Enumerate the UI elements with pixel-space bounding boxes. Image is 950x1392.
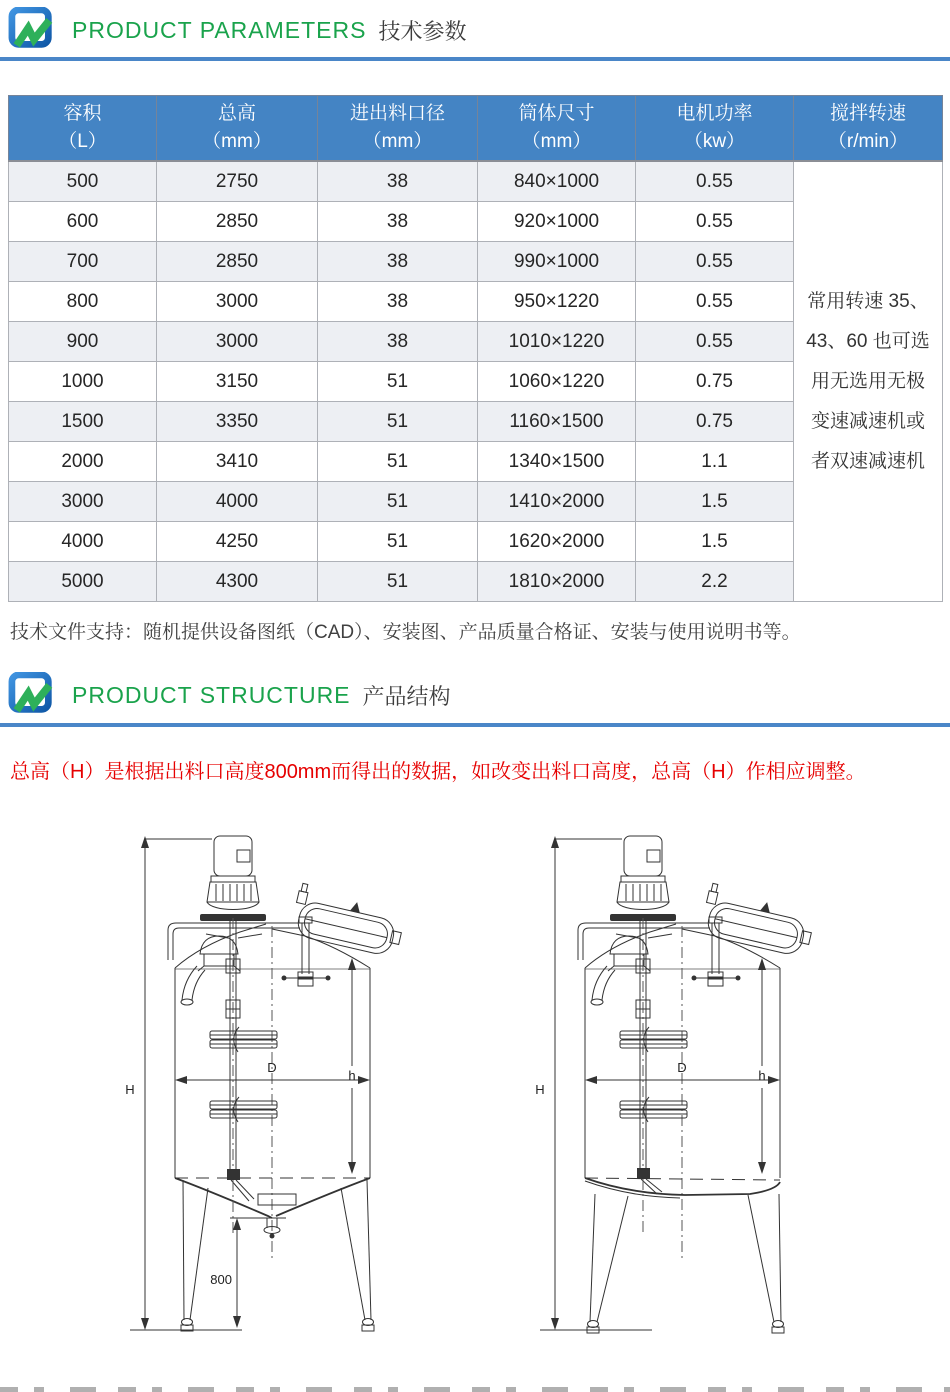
table-cell: 1010×1220 — [478, 322, 636, 362]
parameters-table — [8, 95, 943, 602]
table-cell: 38 — [318, 161, 478, 202]
table-cell: 600 — [9, 202, 157, 242]
table-cell: 0.55 — [636, 322, 794, 362]
table-cell: 3000 — [157, 282, 318, 322]
outlet-height-dimension — [230, 1218, 286, 1328]
table-cell: 1620×2000 — [478, 522, 636, 562]
brand-logo-icon — [8, 672, 58, 718]
table-cell: 3000 — [9, 482, 157, 522]
table-cell: 0.55 — [636, 202, 794, 242]
table-cell: 1.1 — [636, 442, 794, 482]
section-title-zh: 技术参数 — [378, 18, 467, 44]
table-cell: 4250 — [157, 522, 318, 562]
structure-section-header — [8, 672, 451, 718]
dim-label-800: 800 — [210, 1272, 232, 1287]
support-legs — [181, 1180, 374, 1331]
table-cell: 990×1000 — [478, 242, 636, 282]
table-cell: 1810×2000 — [478, 562, 636, 602]
table-header-row — [9, 96, 943, 162]
table-cell: 950×1220 — [478, 282, 636, 322]
table-cell: 1.5 — [636, 522, 794, 562]
table-cell: 51 — [318, 362, 478, 402]
table-cell: 38 — [318, 282, 478, 322]
table-cell: 2850 — [157, 202, 318, 242]
table-cell: 700 — [9, 242, 157, 282]
table-cell: 3150 — [157, 362, 318, 402]
table-cell: 3000 — [157, 322, 318, 362]
height-adjust-note: 总高（H）是根据出料口高度800mm而得出的数据，如改变出料口高度，总高（H）作相应调整。 — [10, 761, 866, 783]
section-divider-rule — [0, 723, 950, 727]
col-header-motor-power: 电机功率 （kw） — [636, 96, 794, 162]
table-cell: 800 — [9, 282, 157, 322]
table-cell: 4300 — [157, 562, 318, 602]
col-header-capacity: 容积 （L） — [9, 96, 157, 162]
tech-support-note: 技术文件支持：随机提供设备图纸（CAD）、安装图、产品质量合格证、安装与使用说明书等。 — [10, 622, 801, 643]
support-legs — [587, 1194, 784, 1333]
mixing-speed-note-cell: 常用转速 35、43、60 也可选用无选用无极变速减速机或者双速减速机 — [794, 161, 943, 602]
brand-logo-icon — [8, 7, 58, 53]
section-title-en: PRODUCT STRUCTURE — [72, 681, 351, 708]
table-cell: 0.55 — [636, 161, 794, 202]
section-title-en: PRODUCT PARAMETERS — [72, 16, 367, 43]
table-cell: 900 — [9, 322, 157, 362]
table-cell: 38 — [318, 322, 478, 362]
col-header-mixing-speed: 搅拌转速 （r/min） — [794, 96, 943, 162]
dim-label-H: H — [535, 1082, 545, 1097]
table-cell: 51 — [318, 522, 478, 562]
col-header-total-height: 总高 （mm） — [157, 96, 318, 162]
table-cell: 2750 — [157, 161, 318, 202]
dim-label-D: D — [677, 1060, 687, 1075]
table-cell: 38 — [318, 202, 478, 242]
table-cell: 38 — [318, 242, 478, 282]
dim-label-H: H — [125, 1082, 135, 1097]
table-body — [9, 161, 943, 602]
table-cell: 3410 — [157, 442, 318, 482]
table-cell: 1000 — [9, 362, 157, 402]
table-cell: 1500 — [9, 402, 157, 442]
table-row — [9, 161, 943, 202]
table-cell: 1410×2000 — [478, 482, 636, 522]
table-cell: 51 — [318, 562, 478, 602]
tank-diagram-dished-bottom — [510, 828, 870, 1348]
table-cell: 0.55 — [636, 282, 794, 322]
dim-label-h: h — [758, 1068, 766, 1083]
section-title-zh: 产品结构 — [362, 683, 451, 709]
table-cell: 2850 — [157, 242, 318, 282]
table-cell: 51 — [318, 402, 478, 442]
parameters-section-header — [8, 7, 466, 53]
table-cell: 1.5 — [636, 482, 794, 522]
table-cell: 0.75 — [636, 362, 794, 402]
col-header-port-diameter: 进出料口径 （mm） — [318, 96, 478, 162]
dim-label-D: D — [267, 1060, 277, 1075]
table-cell: 4000 — [9, 522, 157, 562]
col-header-cylinder-size: 筒体尺寸 （mm） — [478, 96, 636, 162]
table-cell: 1340×1500 — [478, 442, 636, 482]
table-cell: 1060×1220 — [478, 362, 636, 402]
table-cell: 920×1000 — [478, 202, 636, 242]
table-cell: 0.55 — [636, 242, 794, 282]
table-cell: 3350 — [157, 402, 318, 442]
tank-diagram-conical-bottom — [100, 828, 460, 1348]
cutoff-content-strip — [0, 1387, 950, 1392]
table-cell: 51 — [318, 482, 478, 522]
table-cell: 0.75 — [636, 402, 794, 442]
table-cell: 1160×1500 — [478, 402, 636, 442]
section-divider-rule — [0, 57, 950, 61]
table-cell: 51 — [318, 442, 478, 482]
dim-label-h: h — [348, 1068, 356, 1083]
table-cell: 500 — [9, 161, 157, 202]
table-cell: 2000 — [9, 442, 157, 482]
table-cell: 5000 — [9, 562, 157, 602]
table-cell: 2.2 — [636, 562, 794, 602]
table-cell: 4000 — [157, 482, 318, 522]
table-cell: 840×1000 — [478, 161, 636, 202]
